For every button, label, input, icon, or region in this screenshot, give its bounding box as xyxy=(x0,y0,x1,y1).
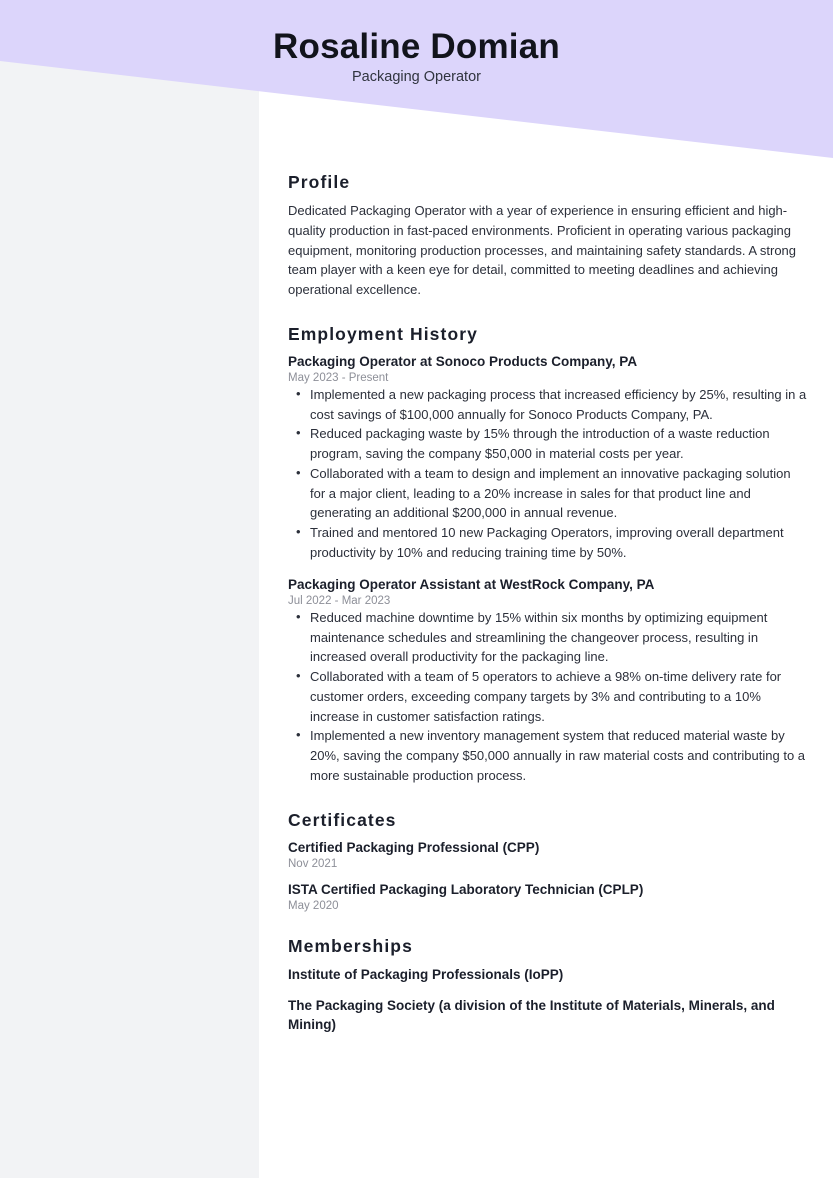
employment-item-date: May 2023 - Present xyxy=(288,371,389,384)
certificate-item-name: Certified Packaging Professional (CPP) xyxy=(288,839,540,855)
certificate-item-date: Nov 2021 xyxy=(288,857,338,870)
main-column xyxy=(288,172,808,1059)
employment-list xyxy=(288,353,808,786)
certificate-item-date: May 2020 xyxy=(288,900,339,913)
employment-item-date: Jul 2022 - Mar 2023 xyxy=(288,594,391,607)
page-title: Rosaline Domian xyxy=(273,27,560,66)
bullet-item: • Collaborated with a team of 5 operators to achieve a 98% on-time delivery rate for customer orders, exceeding company targets by 3% and contributing to a 10% increase in customer satisfaction ratings. xyxy=(288,667,808,726)
membership-item: The Packaging Society (a division of the Institute of Materials, Minerals, and Mining) xyxy=(288,997,775,1033)
memberships-heading: Memberships xyxy=(288,936,413,957)
certificates-section xyxy=(288,810,808,912)
employment-item xyxy=(288,576,808,786)
header-text-group xyxy=(0,0,833,85)
employment-item-title: Packaging Operator Assistant at WestRock Company, PA xyxy=(288,576,655,592)
certificate-item xyxy=(288,881,808,912)
profile-heading: Profile xyxy=(288,172,351,192)
certificate-item-name: ISTA Certified Packaging Laboratory Technician (CPLP) xyxy=(288,881,644,897)
membership-item: Institute of Packaging Professionals (IoPP) xyxy=(288,967,564,983)
employment-item-title: Packaging Operator at Sonoco Products Company, PA xyxy=(288,353,638,369)
employment-item-bullets xyxy=(288,608,808,786)
employment-section xyxy=(288,324,808,786)
employment-item-bullets xyxy=(288,385,808,563)
bullet-item: • Implemented a new packaging process that increased efficiency by 25%, resulting in a cost savings of $100,000 annually for Sonoco Products Company, PA. xyxy=(288,385,808,425)
job-title-subtitle: Packaging Operator xyxy=(352,69,481,86)
employment-heading: Employment History xyxy=(288,323,478,344)
certificate-item xyxy=(288,839,808,870)
employment-item xyxy=(288,353,808,563)
bullet-item: • Implemented a new inventory management system that reduced material waste by 20%, saving the company $50,000 annually in raw material costs and contributing to a more sustainable production process. xyxy=(288,726,808,785)
profile-text: Dedicated Packaging Operator with a year of experience in ensuring efficient and high-quality production in fast-paced environments. Proficient in operating various packaging equipment, monitoring production processes, and maintaining safety standards. A strong team player with a keen eye for detail, committed to meeting deadlines and achieving operational excellence. xyxy=(288,203,797,297)
bullet-item: • Reduced packaging waste by 15% through the introduction of a waste reduction program, saving the company $50,000 in material costs per year. xyxy=(288,424,808,464)
memberships-section xyxy=(288,936,808,1035)
bullet-item: • Reduced machine downtime by 15% within six months by optimizing equipment maintenance schedules and streamlining the changeover process, resulting in increased overall productivity for the packaging line. xyxy=(288,608,808,667)
certificates-heading: Certificates xyxy=(288,809,397,830)
profile-section xyxy=(288,172,808,300)
bullet-item: • Collaborated with a team to design and implement an innovative packaging solution for a major client, leading to a 20% increase in sales for that product line and generating an additional $200,000 in annual revenue. xyxy=(288,464,808,523)
bullet-item: • Trained and mentored 10 new Packaging Operators, improving overall department productivity by 10% and reducing training time by 50%. xyxy=(288,523,808,563)
memberships-list xyxy=(288,965,808,1035)
certificates-list xyxy=(288,839,808,912)
sidebar xyxy=(0,0,259,1178)
